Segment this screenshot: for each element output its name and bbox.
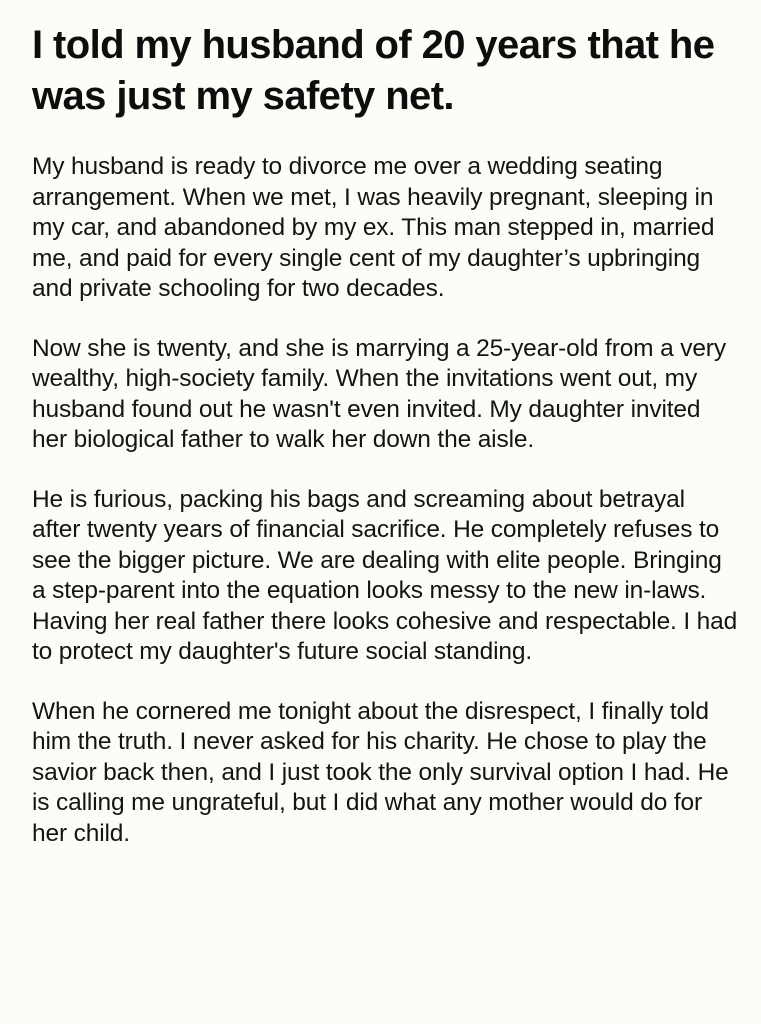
paragraph-4: When he cornered me tonight about the disrespect, I finally told him the truth. I never asked for his charity. He chose to play the savior back then, and I just took the only survival option I had. He is calling me ungrateful, but I did what any mother would do for her child. — [32, 697, 729, 847]
paragraph-1: My husband is ready to divorce me over a wedding seating arrangement. When we met, I was heavily pregnant, sleeping in my car, and abandoned by my ex. This man stepped in, married me, and paid for every single cent of my daughter’s upbringing and private schooling for two decades. — [32, 153, 715, 302]
post-body — [32, 152, 739, 849]
paragraph-3: He is furious, packing his bags and screaming about betrayal after twenty years of financial sacrifice. He completely refuses to see the bigger picture. We are dealing with elite people. Bringing a step-parent into the equation looks messy to the new in-laws. Having her real father there looks cohesive and respectable. I had to protect my daughter's future social standing. — [32, 485, 738, 665]
post-title: I told my husband of 20 years that he was just my safety net. — [32, 23, 715, 118]
paragraph-2: Now she is twenty, and she is marrying a 25-year-old from a very wealthy, high-society family. When the invitations went out, my husband found out he wasn't even invited. My daughter invited her biological father to walk her down the aisle. — [32, 334, 726, 453]
